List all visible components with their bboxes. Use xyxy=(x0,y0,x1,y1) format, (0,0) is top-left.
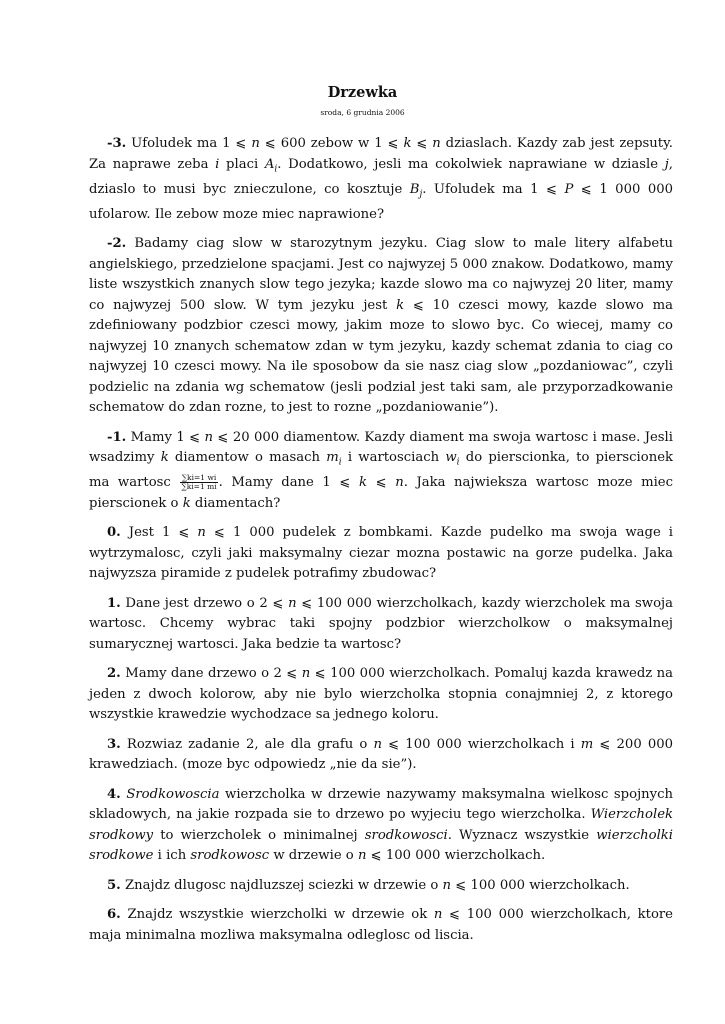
problem-text: Mamy dane drzewo o 2 ⩽ xyxy=(125,666,302,682)
document-date: sroda, 6 grudnia 2006 xyxy=(320,108,405,117)
problem-paragraph xyxy=(89,905,673,946)
problem-text: diamentow o masach xyxy=(168,450,327,466)
problem-text: ⩽ 100 000 wierzcholkach. Pomaluj kazda krawedz na jeden z dwoch kolorow, aby nie bylo wierzcholka stopnia conajmniej 2, z ktorego wszystkie krawedzie wychodzace sa jednego koloru. xyxy=(89,666,673,723)
problem-text: . Dodatkowo, jesli ma cokolwiek naprawiane w dziasle xyxy=(277,156,665,172)
math-italic-text: n xyxy=(251,136,260,151)
problem-text: Rozwiaz zadanie 2, ale dla grafu o xyxy=(126,736,374,752)
problem-text: Mamy 1 ⩽ xyxy=(130,429,205,445)
math-italic-text: k xyxy=(160,450,169,466)
math-italic-text: n xyxy=(288,595,297,611)
problem-text: ⩽ xyxy=(411,136,433,151)
problem-text: placi xyxy=(219,156,265,172)
problem-text: ⩽ 200 000 krawedziach. (moze byc odpowiedz „nie da sie”). xyxy=(89,736,674,773)
math-italic-text: n xyxy=(442,877,452,893)
problem-text: dziaslach. Kazdy zab jest zepsuty. Za naprawe zeba xyxy=(89,136,673,172)
problem-text: Ufoludek ma 1 ⩽ xyxy=(131,136,252,151)
problem-paragraph xyxy=(89,134,673,225)
problem-paragraph xyxy=(89,785,673,867)
math-italic-text: n xyxy=(433,907,443,923)
problem-text: ⩽ 100 000 wierzcholkach. xyxy=(451,877,630,893)
problem-text: ⩽ 100 000 wierzcholkach, kazdy wierzcholek ma swoja wartosc. Chcemy wybrac taki spojny podzbior wierzcholkow o maksymalnej sumarycznej wartosci. Jaka bedzie ta wartosc? xyxy=(89,595,673,652)
problem-number: -2. xyxy=(107,236,127,252)
problem-text: ⩽ 600 zebow w 1 ⩽ xyxy=(259,136,404,151)
problem-text: ⩽ 1 000 000 ufolarow. Ile zebow moze miec naprawione? xyxy=(89,181,673,222)
problem-paragraph xyxy=(89,234,673,419)
math-italic-text: k xyxy=(396,297,405,313)
math-italic-text: Wierzcholek srodkowy xyxy=(89,807,673,843)
math-italic-text: n xyxy=(395,475,404,491)
problem-number: -3. xyxy=(107,136,127,151)
problem-text: ⩽ 10 czesci mowy, kazde slowo ma zdefiniowany podzbior czesci mowy, jakim moze to slowo byc. Co wiecej, mamy co najwyzej 10 znanych schematow zdan w tym jezyku, kazdy schemat zdania to ciag co najwyzej 10 czesci mowy. Na ile sposobow da sie nasz ciag slow „pozdaniowac”, czyli podzielic na zdania wg schematow (jesli podzial jest taki sam, ale przyporzadkowanie schematow do zdan rozne, to jest to rozne „pozdaniowanie”). xyxy=(89,297,673,416)
problem-text: ⩽ xyxy=(367,475,396,491)
math-italic-text: w xyxy=(445,450,457,466)
math-italic-text: n xyxy=(357,848,367,864)
math-subscript: j xyxy=(419,189,423,200)
math-italic-text: k xyxy=(403,136,412,151)
problem-number: 4. xyxy=(107,786,121,802)
math-italic-text: m xyxy=(580,736,594,752)
problem-text: Jest 1 ⩽ xyxy=(128,525,198,541)
math-italic-text: i xyxy=(215,156,220,172)
math-italic-text: P xyxy=(564,181,574,197)
problem-text: ⩽ 20 000 diamentow. Kazdy diament ma swoja wartosc i mase. Jesli wsadzimy xyxy=(89,429,673,466)
problem-paragraph xyxy=(89,523,673,585)
problem-text: , dziaslo to musi byc znieczulone, co kosztuje xyxy=(89,156,673,197)
problem-number: 1. xyxy=(107,595,121,611)
problem-list xyxy=(89,134,673,955)
fraction-denominator: ∑ki=1 mi xyxy=(181,482,217,492)
math-subscript: i xyxy=(338,457,342,468)
problem-text: ⩽ 1 000 pudelek z bombkami. Kazde pudelko ma swoja wage i wytrzymalosc, czyli jaki maksymalny ciezar mozna postawic na gorze pudelka. Jaka najwyzsza piramide z pudelek potrafimy zbudowac? xyxy=(89,525,673,582)
math-italic-text: srodkowosc xyxy=(190,848,270,864)
problem-text: ⩽ 100 000 wierzcholkach i xyxy=(382,736,581,752)
problem-text: . Ufoludek ma 1 ⩽ xyxy=(422,181,565,197)
problem-text: ⩽ 100 000 wierzcholkach, ktore maja minimalna mozliwa maksymalna odleglosc od liscia. xyxy=(89,907,673,943)
math-italic-text: n xyxy=(432,136,441,151)
math-italic-text: j xyxy=(664,156,669,172)
problem-text: to wierzcholek o minimalnej xyxy=(153,827,365,843)
math-italic-text: k xyxy=(359,475,367,491)
problem-text: . Wyznacz wszystkie xyxy=(447,827,597,843)
problem-paragraph xyxy=(89,876,673,897)
problem-text: i ich xyxy=(153,848,191,864)
problem-paragraph xyxy=(89,735,673,776)
fraction-numerator: ∑ki=1 wi xyxy=(181,472,217,482)
problem-text: Znajdz dlugosc najdluzszej sciezki w drzewie o xyxy=(124,877,443,893)
problem-paragraph xyxy=(89,664,673,726)
problem-text: . Mamy dane 1 ⩽ xyxy=(218,475,359,491)
math-italic-text: B xyxy=(409,181,420,197)
problem-text: wierzcholka w drzewie nazywamy maksymalna wielkosc spojnych skladowych, na jakie rozpada sie to drzewo po wyjeciu tego wierzcholka. xyxy=(89,786,673,823)
problem-paragraph xyxy=(89,428,673,515)
math-italic-text: srodkowosci xyxy=(364,827,448,843)
math-italic-text: n xyxy=(301,666,311,682)
problem-text: w drzewie o xyxy=(269,848,358,864)
problem-text: Badamy ciag slow w starozytnym jezyku. Ciag slow to male litery alfabetu angielskiego, przedzielone spacjami. Jest co najwyzej 5 000 znakow. Dodatkowo, mamy liste wszystkich znanych slow tego jezyka; kazde slowo ma co najwyzej 20 liter, mamy co najwyzej 500 slow. W tym jezyku jest xyxy=(89,236,674,313)
math-italic-text: Srodkowoscia xyxy=(126,786,220,802)
math-subscript: i xyxy=(274,164,278,175)
math-subscript: i xyxy=(456,457,460,468)
problem-number: 3. xyxy=(107,736,121,752)
math-italic-text: A xyxy=(264,156,275,172)
math-italic-text: n xyxy=(204,429,214,445)
math-italic-text: n xyxy=(373,736,382,752)
problem-text: diamentach? xyxy=(190,495,281,511)
math-italic-text: k xyxy=(182,495,191,511)
problem-text: do pierscionka, to pierscionek ma wartosc xyxy=(89,450,674,491)
math-italic-text: n xyxy=(197,525,206,541)
problem-number: 2. xyxy=(107,666,121,682)
problem-number: 6. xyxy=(107,907,121,923)
problem-number: -1. xyxy=(107,429,127,445)
problem-number: 0. xyxy=(107,525,121,541)
math-italic-text: m xyxy=(326,450,339,466)
problem-text: ⩽ 100 000 wierzcholkach. xyxy=(366,848,546,864)
fraction xyxy=(180,474,217,492)
problem-text: . Jaka najwieksza wartosc moze miec pierscionek o xyxy=(89,475,673,511)
problem-paragraph xyxy=(89,594,673,656)
problem-text: Znajdz wszystkie wierzcholki w drzewie ok xyxy=(127,907,434,923)
problem-text: Dane jest drzewo o 2 ⩽ xyxy=(125,595,289,611)
problem-text: i wartosciach xyxy=(341,450,446,466)
problem-number: 5. xyxy=(107,877,121,893)
document-title: Drzewka xyxy=(327,84,398,101)
math-italic-text: wierzcholki srodkowe xyxy=(89,827,674,864)
